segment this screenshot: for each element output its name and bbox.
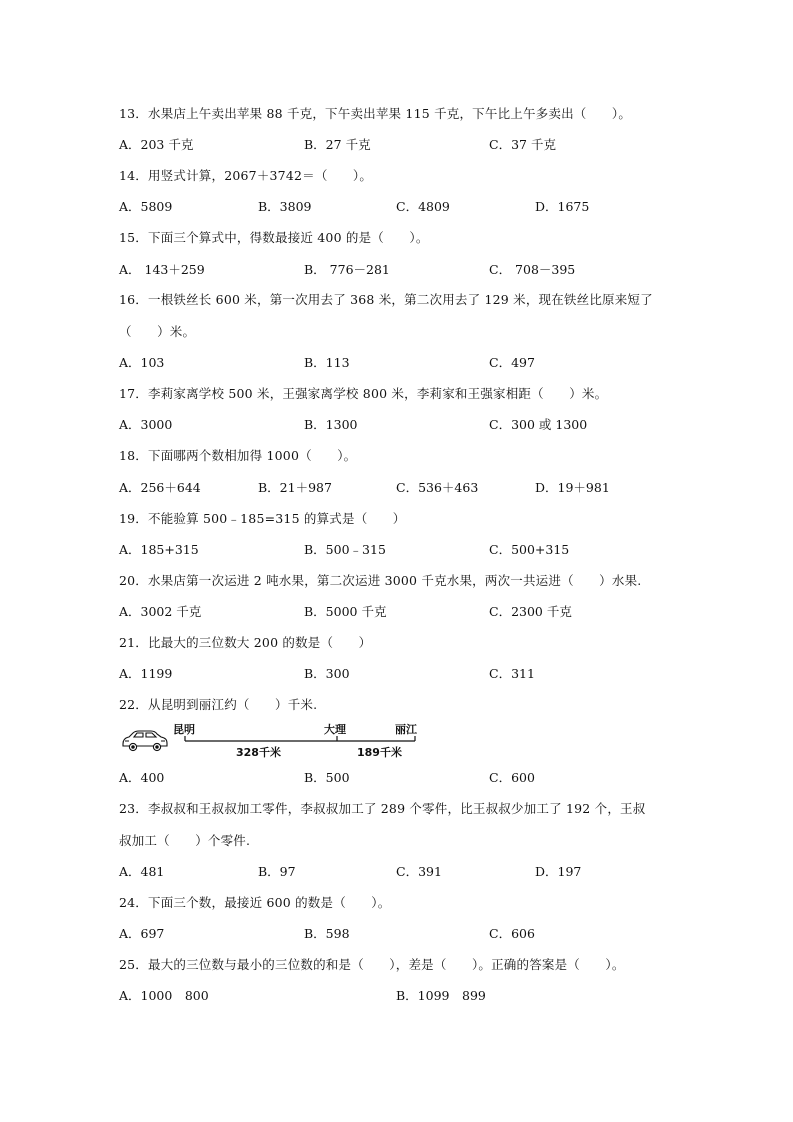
option-a[interactable]: A．256＋644: [119, 480, 201, 495]
question-23-stem-continued: 叔加工（ ）个零件.: [119, 833, 251, 848]
question-16-stem-continued: （ ）米。: [119, 324, 196, 339]
option-a[interactable]: A．400: [119, 770, 165, 785]
question-23-options: [0, 864, 793, 880]
option-b[interactable]: B．3809: [258, 199, 312, 214]
option-a[interactable]: A．5809: [119, 199, 173, 214]
option-b[interactable]: B．500﹣315: [304, 542, 386, 557]
question-14-stem: 14．用竖式计算，2067＋3742＝（ ）。: [119, 168, 373, 183]
option-a[interactable]: A．203 千克: [119, 137, 194, 152]
option-a[interactable]: A．1199: [119, 666, 173, 681]
question-16-stem: 16．一根铁丝长 600 米，第一次用去了 368 米，第二次用去了 129 米，现在铁丝比原来短了: [119, 292, 653, 307]
option-a[interactable]: A．3002 千克: [119, 604, 202, 619]
end-city-label: 丽江: [395, 723, 417, 736]
option-d[interactable]: D．19＋981: [535, 480, 610, 495]
option-a[interactable]: A． 143＋259: [119, 262, 205, 277]
car-icon: [123, 731, 167, 751]
question-20-options: [0, 604, 793, 620]
question-18-options: [0, 480, 793, 496]
option-d[interactable]: D．1675: [535, 199, 590, 214]
question-15-stem: 15．下面三个算式中，得数最接近 400 的是（ ）。: [119, 230, 429, 245]
question-22-options: [0, 770, 793, 786]
option-a[interactable]: A．481: [119, 864, 165, 879]
middle-city-label: 大理: [324, 723, 346, 736]
option-a[interactable]: A．697: [119, 926, 165, 941]
option-b[interactable]: B．300: [304, 666, 350, 681]
question-24-options: [0, 926, 793, 942]
question-21-stem: 21．比最大的三位数大 200 的数是（ ）: [119, 635, 372, 650]
option-c[interactable]: C． 708－395: [489, 262, 576, 277]
start-city-label: 昆明: [173, 723, 195, 736]
option-b[interactable]: B．500: [304, 770, 350, 785]
question-24-stem: 24．下面三个数，最接近 600 的数是（ ）。: [119, 895, 391, 910]
option-c[interactable]: C．311: [489, 666, 535, 681]
option-c[interactable]: C．391: [396, 864, 442, 879]
option-c[interactable]: C．4809: [396, 199, 450, 214]
option-b[interactable]: B．598: [304, 926, 350, 941]
option-b[interactable]: B．97: [258, 864, 296, 879]
question-19-stem: 19．不能验算 500﹣185=315 的算式是（ ）: [119, 511, 406, 526]
option-c[interactable]: C．600: [489, 770, 535, 785]
option-b[interactable]: B．21＋987: [258, 480, 332, 495]
option-a[interactable]: A．1000 800: [119, 988, 209, 1003]
question-15-options: [0, 262, 793, 278]
question-20-stem: 20．水果店第一次运进 2 吨水果，第二次运进 3000 千克水果，两次一共运进（ ）水果.: [119, 573, 642, 588]
option-c[interactable]: C．606: [489, 926, 535, 941]
option-b[interactable]: B． 776－281: [304, 262, 390, 277]
option-d[interactable]: D．197: [535, 864, 582, 879]
option-b[interactable]: B．5000 千克: [304, 604, 387, 619]
option-b[interactable]: B．1099 899: [396, 988, 486, 1003]
question-23-stem: 23．李叔叔和王叔叔加工零件，李叔叔加工了 289 个零件，比王叔叔少加工了 192 个，王叔: [119, 801, 646, 816]
option-c[interactable]: C．497: [489, 355, 535, 370]
option-c[interactable]: C．500+315: [489, 542, 570, 557]
question-25-options: [0, 988, 793, 1004]
route-diagram: [119, 722, 429, 762]
option-c[interactable]: C．536＋463: [396, 480, 479, 495]
question-22-stem: 22．从昆明到丽江约（ ）千米.: [119, 697, 318, 712]
question-14-options: [0, 199, 793, 215]
option-c[interactable]: C．2300 千克: [489, 604, 572, 619]
option-b[interactable]: B．113: [304, 355, 350, 370]
segment-1-label: 328千米: [236, 746, 281, 759]
segment-2-label: 189千米: [357, 746, 402, 759]
question-16-options: [0, 355, 793, 371]
question-19-options: [0, 542, 793, 558]
question-18-stem: 18．下面哪两个数相加得 1000（ ）。: [119, 448, 357, 463]
option-a[interactable]: A．185+315: [119, 542, 199, 557]
question-25-stem: 25．最大的三位数与最小的三位数的和是（ ），差是（ ）。正确的答案是（ ）。: [119, 957, 625, 972]
question-17-stem: 17．李莉家离学校 500 米，王强家离学校 800 米，李莉家和王强家相距（ ）米。: [119, 386, 608, 401]
question-21-options: [0, 666, 793, 682]
option-a[interactable]: A．103: [119, 355, 165, 370]
option-c[interactable]: C．37 千克: [489, 137, 556, 152]
option-b[interactable]: B．27 千克: [304, 137, 371, 152]
option-a[interactable]: A．3000: [119, 417, 173, 432]
question-13-stem: 13．水果店上午卖出苹果 88 千克，下午卖出苹果 115 千克，下午比上午多卖出（ ）。: [119, 106, 632, 121]
question-13-options: [0, 137, 793, 153]
option-c[interactable]: C．300 或 1300: [489, 417, 588, 432]
question-17-options: [0, 417, 793, 433]
option-b[interactable]: B．1300: [304, 417, 358, 432]
